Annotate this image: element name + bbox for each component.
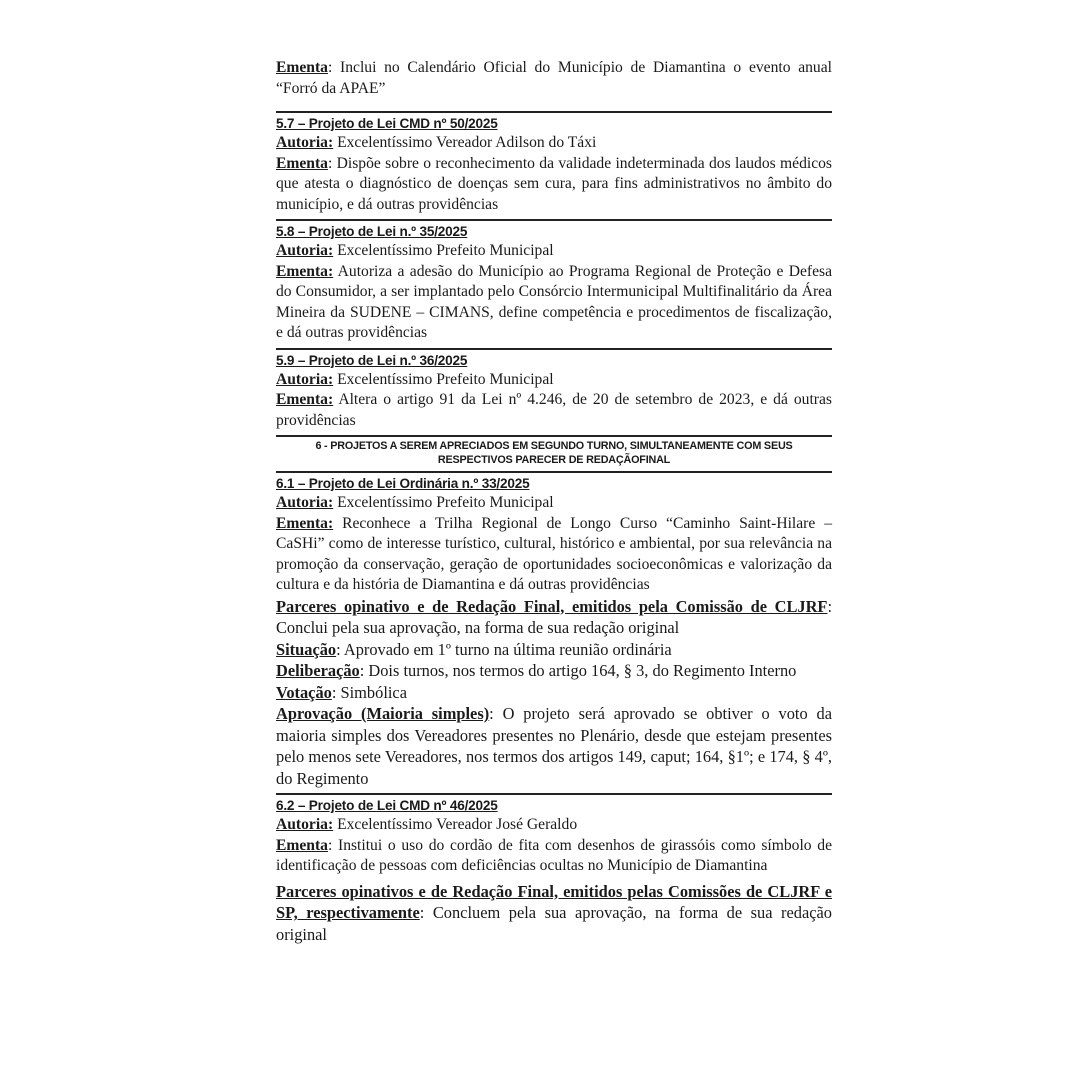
deliberacao-label: Deliberação xyxy=(276,661,360,680)
ementa-label: Ementa: xyxy=(276,514,334,532)
item-6-2 xyxy=(276,793,832,945)
situacao-text: : Aprovado em 1º turno na última reunião ordinária xyxy=(336,639,672,659)
ementa-text: : Dispõe sobre o reconhecimento da validade indeterminada dos laudos médicos que atesta o diagnóstico de doenças sem cura, para fins administrativos no âmbito do município, e dá outras providências xyxy=(276,154,832,213)
ementa-label: Ementa xyxy=(276,836,328,854)
item-5-7 xyxy=(276,111,832,215)
ementa-line xyxy=(276,390,832,431)
ementa-line xyxy=(276,836,832,877)
votacao-line xyxy=(276,682,832,704)
banner-line-1: 6 - PROJETOS A SEREM APRECIADOS EM SEGUNDO TURNO, SIMULTANEAMENTE COM SEUS xyxy=(315,440,793,452)
ementa-line xyxy=(276,514,832,596)
ementa-text: : Institui o uso do cordão de fita com desenhos de girassóis como símbolo de identificação de pessoas com deficiências ocultas no Município de Diamantina xyxy=(276,836,832,874)
ementa-line xyxy=(276,154,832,216)
pareceres-line xyxy=(276,596,832,639)
autoria-line xyxy=(276,241,832,262)
item-5-8 xyxy=(276,219,832,344)
ementa-label: Ementa xyxy=(276,59,328,76)
pareceres-text: : Concluem pela sua aprovação, na forma de sua redação original xyxy=(276,903,833,944)
autoria-line xyxy=(276,133,832,154)
ementa-text: Altera o artigo 91 da Lei nº 4.246, de 20 de setembro de 2023, e dá outras providências xyxy=(276,391,832,429)
autoria-text: Excelentíssimo Vereador Adilson do Táxi xyxy=(333,134,597,151)
deliberacao-line xyxy=(276,660,832,682)
item-title: 5.8 – Projeto de Lei n.º 35/2025 xyxy=(276,224,468,239)
pareceres-label: Parceres opinativo e de Redação Final, emitidos pela Comissão de CLJRF xyxy=(276,596,828,616)
pareceres-text: : Conclui pela sua aprovação, na forma de sua redação original xyxy=(276,596,832,637)
situacao-label: Situação xyxy=(276,639,337,659)
banner-line-2: RESPECTIVOS PARECER DE REDAÇÃOFINAL xyxy=(437,454,671,466)
pareceres-label: Parceres opinativos e de Redação Final, emitidos pelas Comissões de CLJRF e SP, respectivamente xyxy=(276,881,832,922)
situacao-line xyxy=(276,639,832,661)
item-5-9 xyxy=(276,348,832,432)
autoria-label: Autoria: xyxy=(276,242,334,259)
ementa-label: Ementa: xyxy=(276,391,334,408)
autoria-label: Autoria: xyxy=(276,494,334,511)
item-6-1 xyxy=(276,471,832,789)
autoria-line xyxy=(276,370,832,391)
aprovacao-label: Aprovação (Maioria simples) xyxy=(276,704,490,723)
autoria-text: Excelentíssimo Prefeito Municipal xyxy=(333,370,554,388)
ementa-label: Ementa: xyxy=(276,262,334,280)
votacao-text: : Simbólica xyxy=(331,682,407,702)
autoria-label: Autoria: xyxy=(276,816,334,833)
item-title: 5.7 – Projeto de Lei CMD nº 50/2025 xyxy=(276,116,498,131)
autoria-label: Autoria: xyxy=(276,370,334,388)
aprovacao-line xyxy=(276,703,832,789)
deliberacao-text: : Dois turnos, nos termos do artigo 164, § 3, do Regimento Interno xyxy=(359,661,797,680)
item-title: 6.1 – Projeto de Lei Ordinária n.º 33/2025 xyxy=(276,476,530,491)
top-ementa xyxy=(276,58,832,99)
document-page xyxy=(276,58,832,945)
autoria-text: Excelentíssimo Prefeito Municipal xyxy=(333,242,554,259)
pareceres-line xyxy=(276,881,832,946)
autoria-label: Autoria: xyxy=(276,134,334,151)
autoria-text: Excelentíssimo Vereador José Geraldo xyxy=(333,816,578,833)
autoria-line xyxy=(276,493,832,514)
ementa-text: Reconhece a Trilha Regional de Longo Curso “Caminho Saint-Hilare – CaSHi” como de interesse turístico, cultural, histórico e ambiental, por sua relevância na promoção da conservação, geração de oportunidades socioeconômicas e valorização da cultura e da história de Diamantina e dá outras providências xyxy=(276,514,832,593)
autoria-line xyxy=(276,815,832,836)
aprovacao-text: : O projeto será aprovado se obtiver o voto da maioria simples dos Vereadores presentes no Plenário, desde que estejam presentes pelo menos sete Vereadores, nos termos dos artigos 149, caput; 164, §1º; e 174, § 4º, do Regimento xyxy=(276,704,832,788)
ementa-line xyxy=(276,262,832,344)
ementa-text: : Inclui no Calendário Oficial do Município de Diamantina o evento anual “Forró da APAE” xyxy=(276,59,832,97)
item-title: 6.2 – Projeto de Lei CMD nº 46/2025 xyxy=(276,798,498,813)
autoria-text: Excelentíssimo Prefeito Municipal xyxy=(333,494,554,511)
section-6-banner xyxy=(276,435,832,467)
ementa-text: Autoriza a adesão do Município ao Programa Regional de Proteção e Defesa do Consumidor, a ser implantado pelo Consórcio Intermunicipal Multifinalitário da Área Mineira da SUDENE – CIMANS, define competência e procedimentos de fiscalização, e dá outras providências xyxy=(276,262,832,341)
item-title: 5.9 – Projeto de Lei n.º 36/2025 xyxy=(276,352,468,368)
votacao-label: Votação xyxy=(276,682,332,702)
ementa-label: Ementa xyxy=(276,154,328,172)
